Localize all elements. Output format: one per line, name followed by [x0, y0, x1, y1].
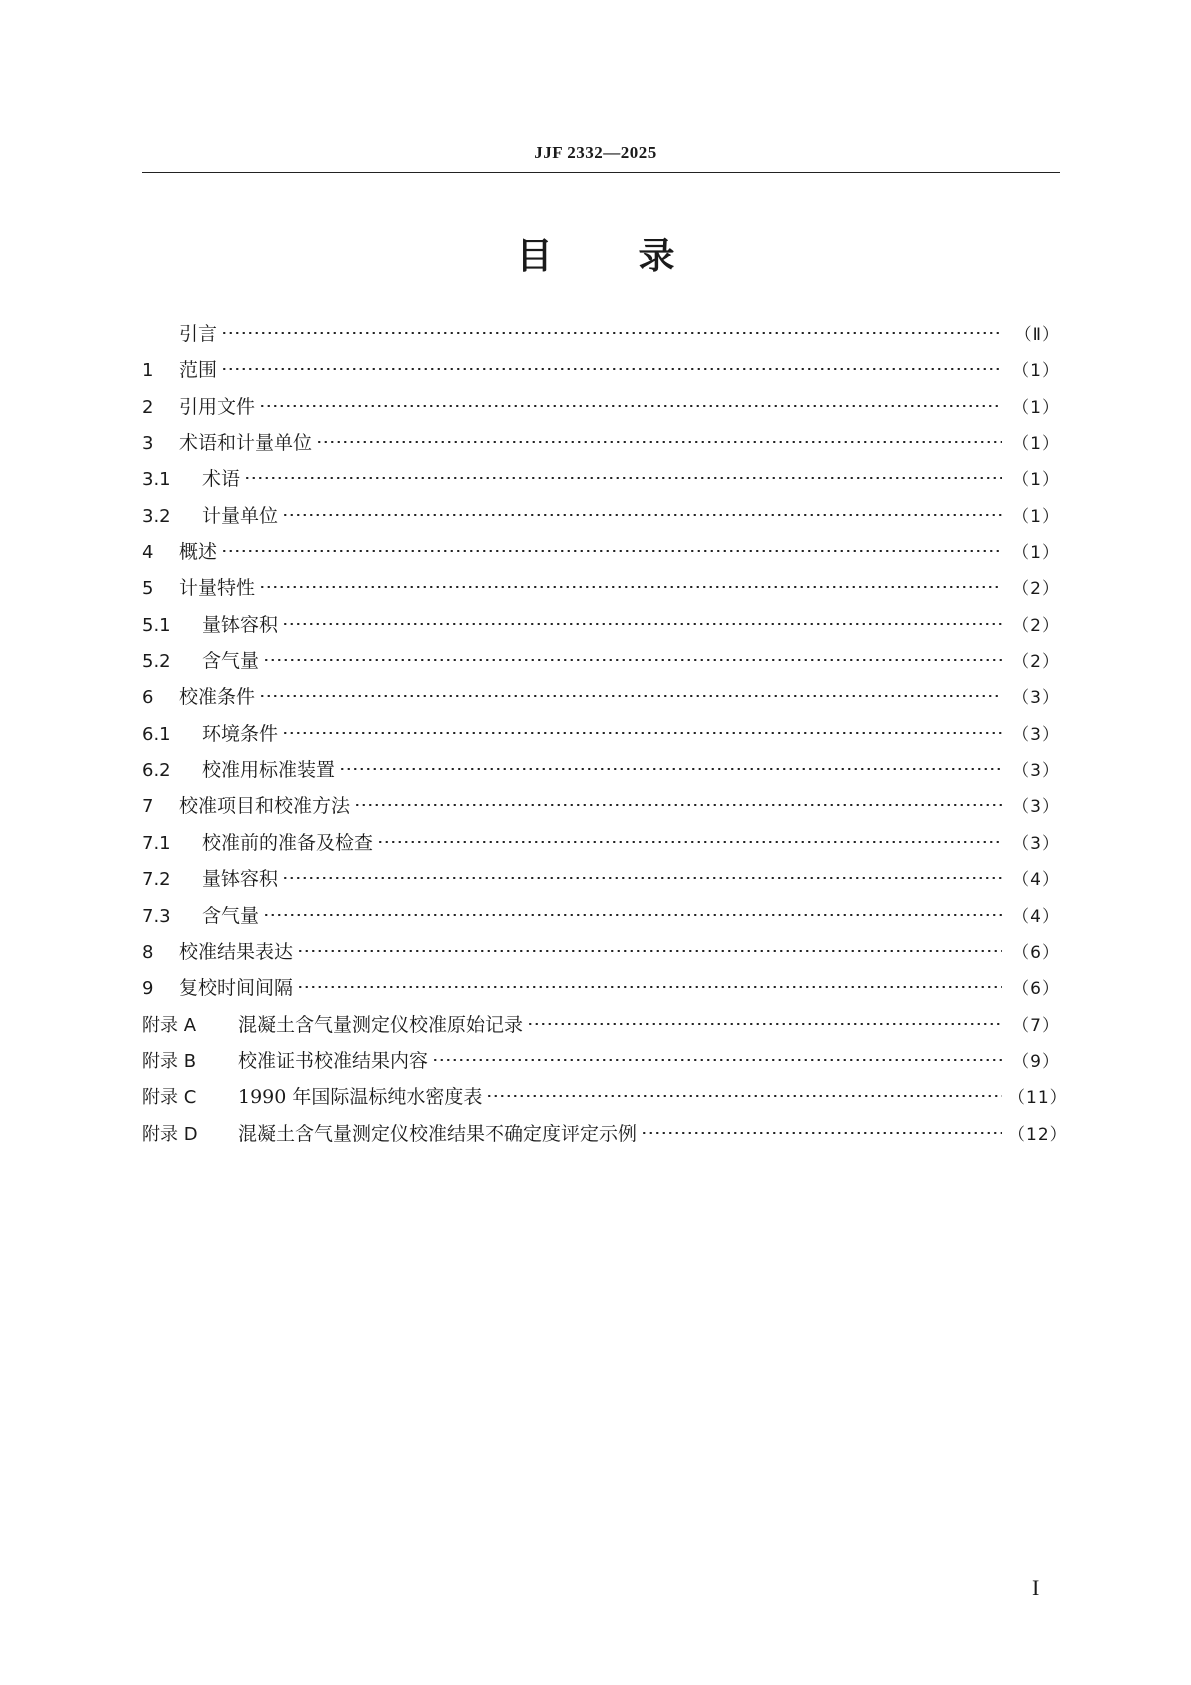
toc-entry[interactable] [142, 1043, 1060, 1079]
toc-entry-title: 计量特性 [179, 577, 256, 600]
toc-entry-page: （7） [1012, 1015, 1060, 1036]
toc-entry-number: 9 [142, 978, 154, 1000]
toc-entry-number: 7.2 [142, 869, 171, 891]
toc-entry-page: （2） [1012, 615, 1060, 636]
toc-entry-title: 校准证书校准结果内容 [238, 1049, 429, 1072]
toc-entry-title: 校准条件 [179, 686, 256, 709]
toc-entry[interactable] [142, 570, 1060, 606]
toc-entry[interactable] [142, 1007, 1060, 1043]
toc-entry-number: 7 [142, 796, 154, 818]
dot-leader [282, 514, 1002, 516]
toc-entry[interactable] [142, 716, 1060, 752]
toc-entry[interactable] [142, 498, 1060, 534]
page-title: 目录 [516, 236, 761, 277]
toc-entry[interactable] [142, 970, 1060, 1006]
toc-entry-title: 概述 [179, 541, 218, 564]
dot-leader [297, 986, 1002, 988]
page-number: I [1032, 1575, 1040, 1600]
toc-entry-page: （3） [1012, 724, 1060, 745]
toc-entry-title: 量钵容积 [202, 868, 279, 891]
toc-entry-title: 混凝土含气量测定仪校准原始记录 [238, 1013, 524, 1036]
dot-leader [282, 623, 1002, 625]
toc-entry-title: 校准项目和校准方法 [179, 795, 351, 818]
toc-entry-number: 5.1 [142, 614, 171, 636]
toc-entry-title: 含气量 [202, 904, 260, 927]
toc-entry[interactable] [142, 1116, 1068, 1152]
dot-leader [641, 1132, 1002, 1134]
toc-entry-number: 4 [142, 542, 154, 564]
toc-entry[interactable] [142, 643, 1060, 679]
toc-entry[interactable] [142, 861, 1060, 897]
toc-entry-number: 5 [142, 578, 154, 600]
toc-entry[interactable] [142, 461, 1060, 497]
toc-entry-number: 8 [142, 941, 154, 963]
toc-entry[interactable] [142, 1079, 1068, 1115]
toc-entry[interactable] [142, 788, 1060, 824]
toc-entry[interactable] [142, 898, 1060, 934]
toc-entry[interactable] [142, 752, 1060, 788]
toc-entry-page: （1） [1012, 434, 1060, 455]
toc-entry-number: 2 [142, 396, 154, 418]
header-rule [142, 172, 1060, 173]
toc-entry-page: （1） [1012, 361, 1060, 382]
toc-entry-title: 校准前的准备及检查 [202, 831, 374, 854]
toc-entry-number: 1 [142, 360, 154, 382]
toc-entry-page: （6） [1012, 942, 1060, 963]
toc-entry-page: （1） [1012, 543, 1060, 564]
toc-entry-title: 量钵容积 [202, 613, 279, 636]
dot-leader [316, 441, 1002, 443]
toc-entry-page: （2） [1012, 579, 1060, 600]
toc-entry-page: （1） [1012, 506, 1060, 527]
dot-leader [259, 405, 1002, 407]
toc-entry-title: 术语和计量单位 [179, 432, 313, 455]
toc-entry[interactable] [142, 389, 1060, 425]
toc-entry-page: （3） [1012, 797, 1060, 818]
toc-entry-title: 范围 [179, 359, 218, 382]
toc-entry-page: （Ⅱ） [1014, 325, 1060, 345]
dot-leader [259, 586, 1002, 588]
toc-entry-number: 7.1 [142, 832, 171, 854]
dot-leader [486, 1095, 1002, 1097]
toc-entry-title: 术语 [202, 468, 241, 491]
toc-entry-number: 附录 D [142, 1123, 198, 1145]
toc-entry-title: 混凝土含气量测定仪校准结果不确定度评定示例 [238, 1122, 638, 1145]
dot-leader [244, 477, 1002, 479]
toc-entry-title: 校准用标准装置 [202, 759, 336, 782]
toc-entry-number: 5.2 [142, 651, 171, 673]
table-of-contents [142, 316, 1068, 1152]
dot-leader [221, 332, 1002, 334]
toc-entry-number: 6.2 [142, 760, 171, 782]
toc-entry[interactable] [142, 534, 1060, 570]
toc-entry-page: （3） [1012, 833, 1060, 854]
toc-entry-page: （2） [1012, 652, 1060, 673]
toc-entry-number: 附录 B [142, 1050, 197, 1072]
toc-entry-number: 附录 C [142, 1087, 197, 1109]
toc-entry-title: 环境条件 [202, 722, 279, 745]
dot-leader [259, 695, 1002, 697]
document-code: JJF 2332—2025 [534, 143, 657, 162]
dot-leader [282, 877, 1002, 879]
dot-leader [339, 768, 1002, 770]
toc-entry-title: 引言 [179, 323, 218, 345]
dot-leader [432, 1059, 1002, 1061]
toc-entry[interactable] [142, 825, 1060, 861]
toc-entry[interactable] [142, 352, 1060, 388]
toc-entry-page: （1） [1012, 397, 1060, 418]
toc-entry[interactable] [142, 679, 1060, 715]
toc-entry[interactable] [142, 316, 1060, 352]
dot-leader [282, 732, 1002, 734]
dot-leader [527, 1023, 1002, 1025]
toc-entry-title: 1990 年国际温标纯水密度表 [238, 1086, 483, 1109]
toc-entry-number: 7.3 [142, 905, 171, 927]
toc-entry-page: （1） [1012, 470, 1060, 491]
toc-entry-page: （11） [1008, 1088, 1068, 1109]
toc-entry[interactable] [142, 425, 1060, 461]
dot-leader [221, 368, 1002, 370]
toc-entry-number: 6 [142, 687, 154, 709]
toc-entry-title: 复校时间间隔 [179, 977, 294, 1000]
toc-entry-page: （4） [1012, 906, 1060, 927]
toc-entry-title: 含气量 [202, 650, 260, 673]
toc-entry-title: 引用文件 [179, 395, 256, 418]
toc-entry-number: 3.1 [142, 469, 171, 491]
toc-entry-page: （4） [1012, 870, 1060, 891]
toc-entry-page: （12） [1008, 1124, 1068, 1145]
toc-entry[interactable] [142, 607, 1060, 643]
toc-entry-page: （9） [1012, 1051, 1060, 1072]
dot-leader [263, 659, 1002, 661]
toc-entry[interactable] [142, 934, 1060, 970]
toc-entry-page: （6） [1012, 979, 1060, 1000]
dot-leader [377, 841, 1002, 843]
dot-leader [221, 550, 1002, 552]
toc-entry-page: （3） [1012, 761, 1060, 782]
toc-entry-number: 3 [142, 433, 154, 455]
toc-entry-number: 6.1 [142, 723, 171, 745]
toc-entry-number: 3.2 [142, 505, 171, 527]
toc-entry-number: 附录 A [142, 1014, 197, 1036]
dot-leader [263, 914, 1002, 916]
toc-entry-title: 校准结果表达 [179, 940, 294, 963]
dot-leader [297, 950, 1002, 952]
toc-entry-title: 计量单位 [202, 504, 279, 527]
toc-entry-page: （3） [1012, 688, 1060, 709]
dot-leader [354, 804, 1002, 806]
